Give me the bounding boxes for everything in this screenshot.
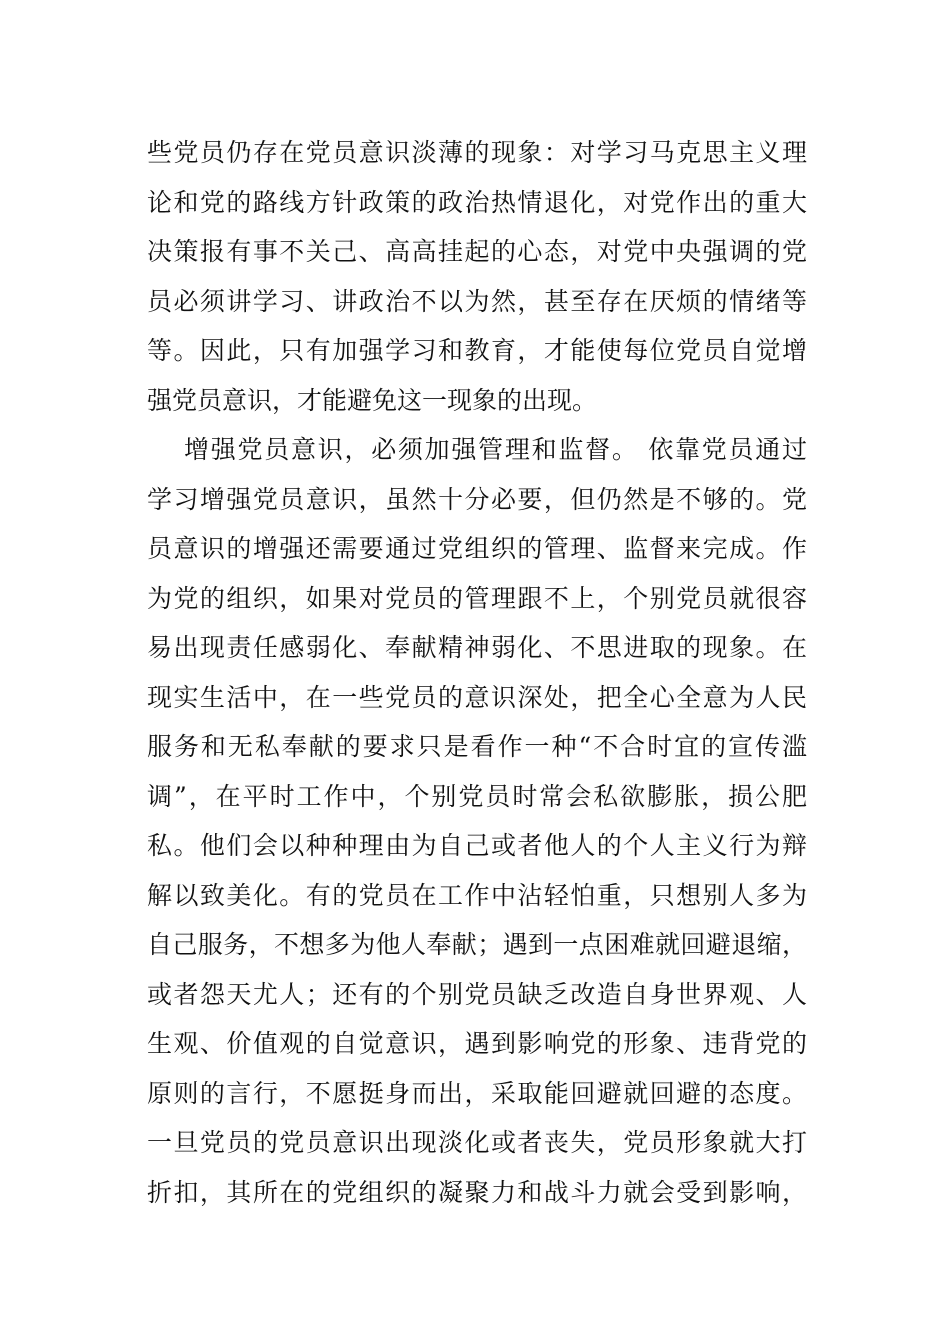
text-line: 原则的言行，不愿挺身而出，采取能回避就回避的态度。 [147, 1079, 807, 1108]
text-line: 决策报有事不关己、高高挂起的心态，对党中央强调的党 [147, 237, 807, 266]
text-line: 服务和无私奉献的要求只是看作一种“不合时宜的宣传滥 [147, 732, 807, 761]
text-line: 等。因此，只有加强学习和教育，才能使每位党员自觉增 [147, 336, 807, 365]
text-line: 员必须讲学习、讲政治不以为然，甚至存在厌烦的情绪等 [147, 287, 807, 316]
text-line: 强党员意识，才能避免这一现象的出现。 [147, 386, 598, 415]
text-line: 员意识的增强还需要通过党组织的管理、监督来完成。作 [147, 534, 807, 563]
text-line: 为党的组织，如果对党员的管理跟不上，个别党员就很容 [147, 584, 807, 613]
text-line: 易出现责任感弱化、奉献精神弱化、不思进取的现象。在 [147, 633, 807, 662]
text-line: 或者怨天尤人；还有的个别党员缺乏改造自身世界观、人 [147, 980, 807, 1009]
text-line: 折扣，其所在的党组织的凝聚力和战斗力就会受到影响， [147, 1178, 807, 1207]
text-line: 自己服务，不想多为他人奉献；遇到一点困难就回避退缩， [147, 930, 807, 959]
paragraph-first-line: 增强党员意识，必须加强管理和监督。 依靠党员通过 [184, 435, 807, 464]
text-line: 调”，在平时工作中，个别党员时常会私欲膨胀，损公肥 [147, 782, 807, 811]
text-line: 些党员仍存在党员意识淡薄的现象：对学习马克思主义理 [147, 138, 807, 167]
text-line: 论和党的路线方针政策的政治热情退化，对党作出的重大 [147, 188, 807, 217]
text-line: 现实生活中，在一些党员的意识深处，把全心全意为人民 [147, 683, 807, 712]
text-line: 私。他们会以种种理由为自己或者他人的个人主义行为辩 [147, 831, 807, 860]
text-line: 生观、价值观的自觉意识，遇到影响党的形象、违背党的 [147, 1029, 807, 1058]
text-line: 解以致美化。有的党员在工作中沾轻怕重，只想别人多为 [147, 881, 807, 910]
text-line: 一旦党员的党员意识出现淡化或者丧失，党员形象就大打 [147, 1128, 807, 1157]
text-line: 学习增强党员意识，虽然十分必要，但仍然是不够的。党 [147, 485, 807, 514]
